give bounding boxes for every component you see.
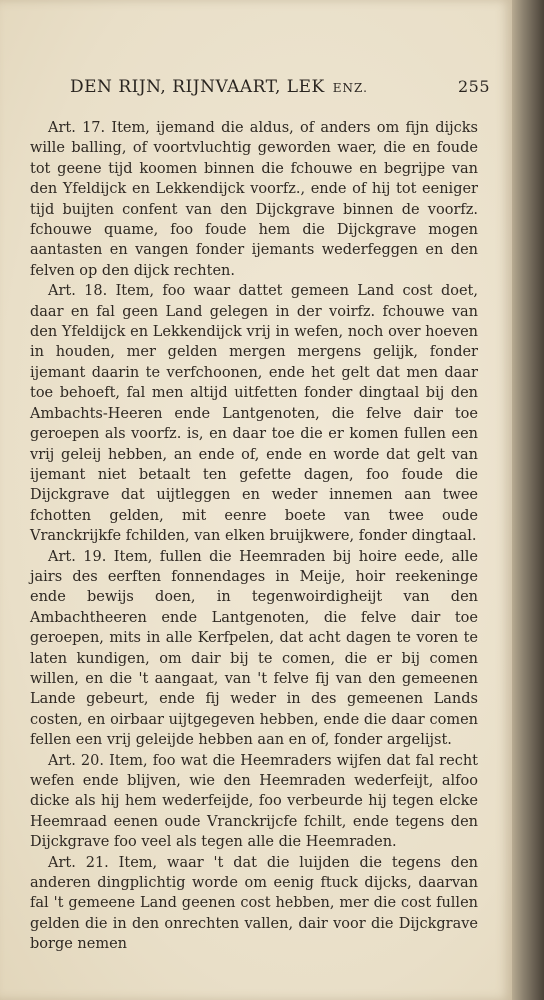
page-number: 255 — [457, 77, 490, 96]
paragraph-art-18: Art. 18. Item, foo waar dattet gemeen Land cost doet, daar en fal geen Land gelegen in der voirfz. fchouwe van den Yfeldijck en Lekkendijck vrij in wefen, noch over hoeven in houden, mer gelden mergen mergens gelijk, fonder ijemant daarin te verfchoonen, ende het gelt dat men daar toe behoeft, fal men altijd uitfetten fonder dingtaal bij den Ambachts-Heeren ende Lantgenoten, die felve dair toe geroepen als voorfz. is, en daar toe die er komen fullen een vrij geleij hebben, an ende of, ende en worde dat gelt van ijemant niet betaalt ten gefette dagen, foo foude die Dijckgrave dat uijtleggen en weder innemen aan twee fchotten gelden, mit eenre boete van twee oude Vranckrijkfe fchilden, van elken bruijkwere, fonder dingtaal. — [30, 283, 478, 545]
running-head-suffix: ENZ. — [332, 81, 368, 95]
running-head-title: DEN RIJN, RIJNVAART, LEK — [70, 77, 325, 97]
body-text — [30, 118, 478, 955]
paragraph-art-19: Art. 19. Item, fullen die Heemraden bij hoire eede, alle jairs des eerften fonnendages in Meije, hoir reekeninge ende bewijs doen, in tegenwoirdigheijt van den Ambachtheeren ende Lantgenoten, die felve dair toe geroepen, mits in alle Kerfpelen, dat acht dagen te voren te laten kundigen, om dair bij te comen, die er bij comen willen, en die 't aangaat, van 't felve fij van den gemeenen Lande gebeurt, ende fij weder in des gemeenen Lands costen, en oirbaar uijtgegeven hebben, ende die daar comen fellen een vrij geleijde hebben aan en of, fonder argelijst. — [30, 548, 478, 749]
paragraph-art-20: Art. 20. Item, foo wat die Heemraders wijfen dat fal recht wefen ende blijven, wie den Heemraden wederfeijt, alfoo dicke als hij hem wederfeijde, foo verbeurde hij tegen elcke Heemraad eenen oude Vranckrijcfe fchilt, ende tegens den Dijckgrave foo veel als tegen alle die Heemraden. — [30, 752, 478, 851]
paragraph-art-17: Art. 17. Item, ijemand die aldus, of anders om fijn dijcks wille balling, of voortvluchtig geworden waer, die en foude tot geene tijd koomen binnen die fchouwe en begrijpe van den Yfeldijck en Lekkendijck voorfz., ende of hij tot eeniger tijd buijten confent van den Dijckgrave binnen de voorfz. fchouwe quame, foo foude hem die Dijckgrave mogen aantasten en vangen fonder ijemants wederfeggen en den felven op den dijck rechten. — [30, 120, 478, 279]
running-head — [70, 76, 490, 97]
running-head-title-group — [70, 76, 368, 97]
page-edge — [512, 0, 544, 1000]
paragraph-art-21: Art. 21. Item, waar 't dat die luijden die tegens den anderen dingplichtig worde om eenig ftuck dijcks, daarvan fal 't gemeene Land geenen cost hebben, mer die cost fullen gelden die in den onrechten vallen, dair voor die Dijckgrave borge nemen — [30, 854, 478, 953]
